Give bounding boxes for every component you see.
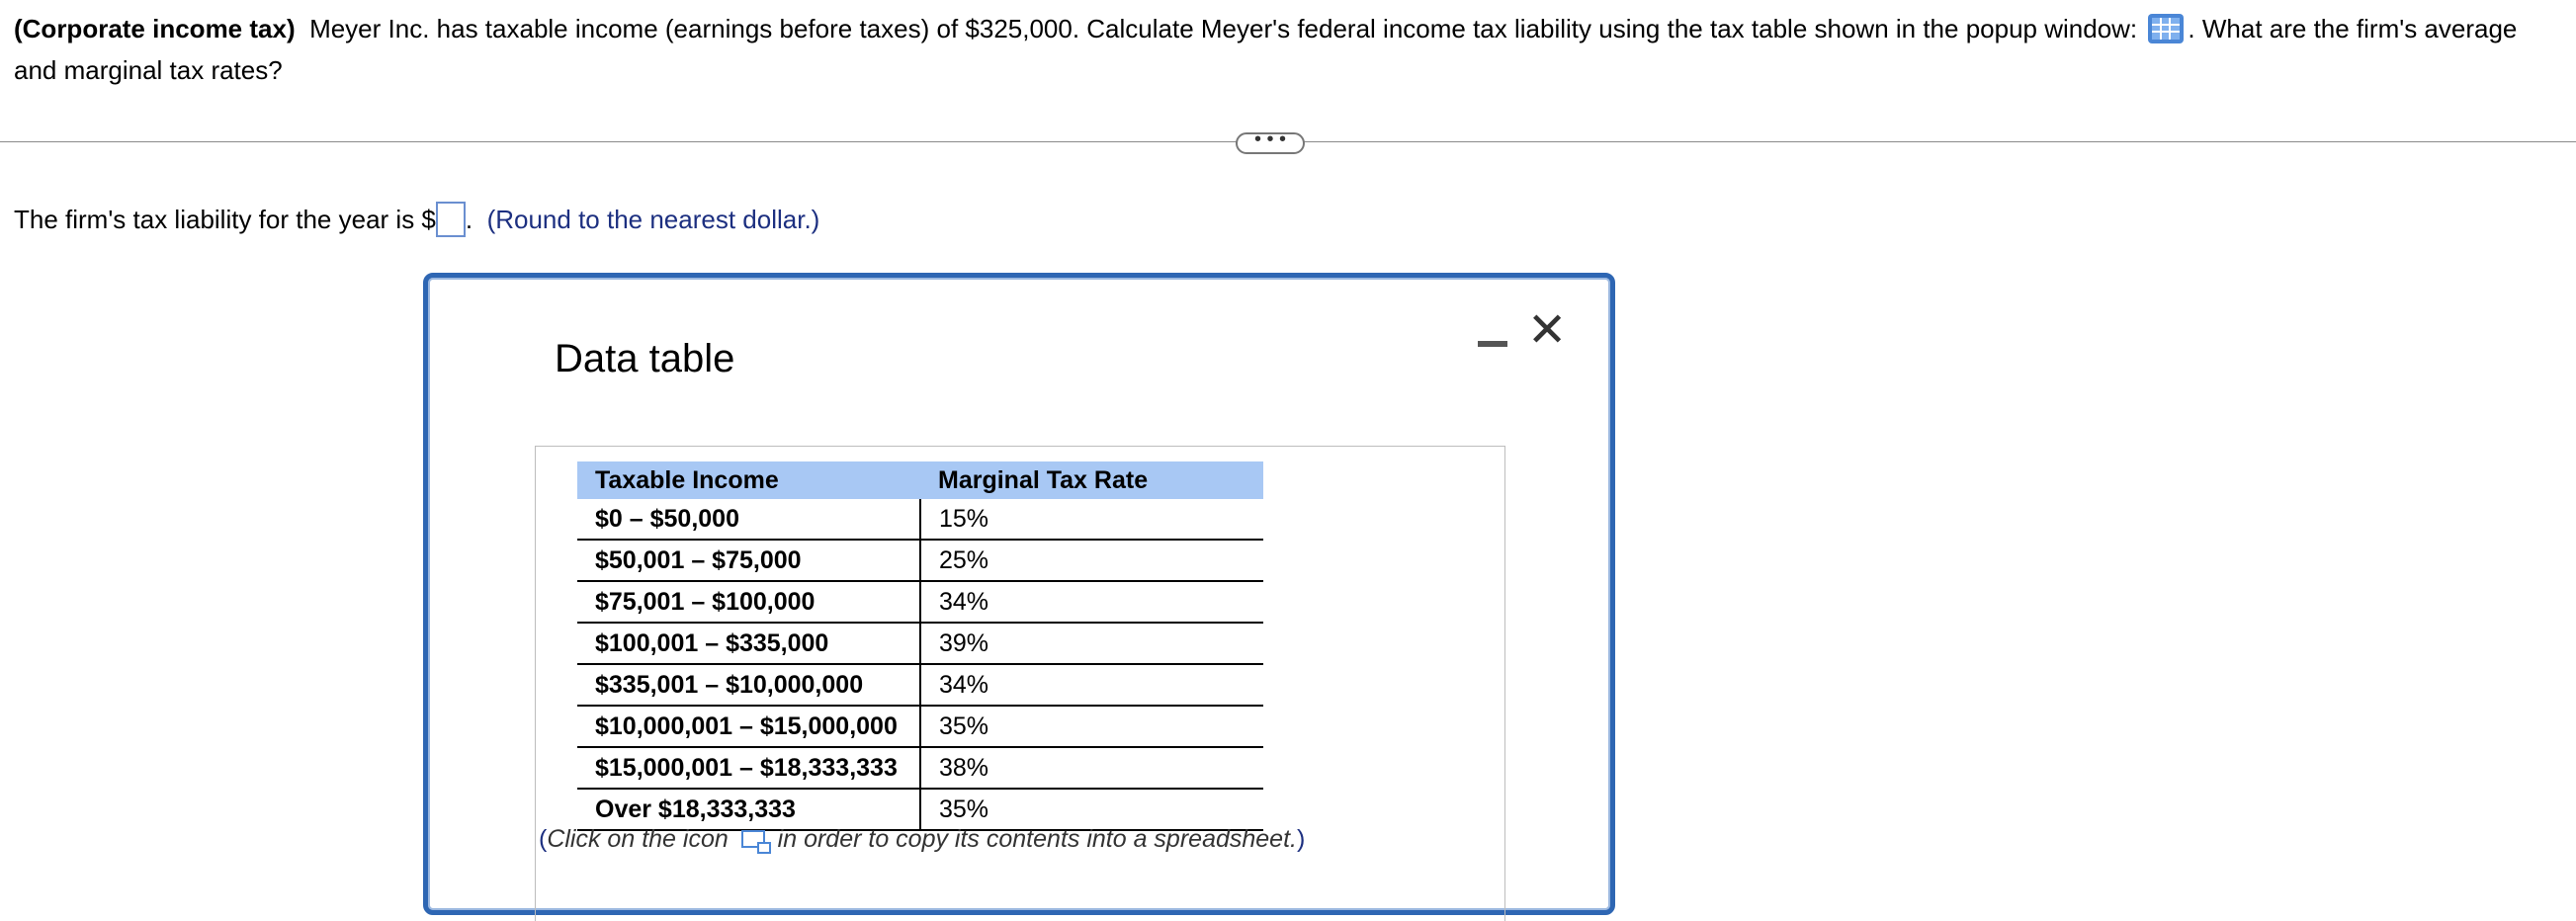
question-body: Meyer Inc. has taxable income (earnings before taxes) of $325,000. Calculate Meyer's federal income tax liability using the tax table shown in the popup window: xyxy=(309,14,2138,43)
copy-note-before: Click on the icon xyxy=(547,825,729,853)
copy-note-close: ) xyxy=(1296,825,1306,853)
income-bracket: $75,001 – $100,000 xyxy=(577,581,920,623)
income-bracket: $50,001 – $75,000 xyxy=(577,540,920,581)
question-body-end: . What are the firm's average and marginal tax rates? xyxy=(14,14,2518,85)
table-row xyxy=(577,747,1263,789)
more-button[interactable]: • • • xyxy=(1236,132,1305,154)
tax-table xyxy=(577,461,1263,831)
table-row xyxy=(577,581,1263,623)
tax-rate: 34% xyxy=(920,581,1263,623)
tax-rate: 34% xyxy=(920,664,1263,706)
question-text xyxy=(14,8,2554,91)
copy-note xyxy=(539,825,1305,854)
copy-note-open: ( xyxy=(539,825,548,853)
tax-rate: 35% xyxy=(920,789,1263,830)
copy-to-spreadsheet-icon[interactable] xyxy=(741,830,765,848)
tax-rate: 25% xyxy=(920,540,1263,581)
income-bracket: $100,001 – $335,000 xyxy=(577,623,920,664)
tax-rate: 39% xyxy=(920,623,1263,664)
close-icon[interactable]: ✕ xyxy=(1527,304,1568,357)
table-header-row xyxy=(577,461,1263,499)
data-table-icon[interactable] xyxy=(2148,14,2184,43)
table-row xyxy=(577,789,1263,830)
data-table-popup xyxy=(423,273,1615,915)
popup-title: Data table xyxy=(555,337,735,380)
tax-rate: 15% xyxy=(920,499,1263,540)
header-taxable-income: Taxable Income xyxy=(577,461,920,499)
income-bracket: Over $18,333,333 xyxy=(577,789,920,830)
table-row xyxy=(577,499,1263,540)
income-bracket: $0 – $50,000 xyxy=(577,499,920,540)
rounding-hint: (Round to the nearest dollar.) xyxy=(486,205,820,234)
tax-rate: 38% xyxy=(920,747,1263,789)
minimize-icon[interactable] xyxy=(1478,331,1507,357)
copy-note-after: in order to copy its contents into a spreadsheet. xyxy=(777,825,1297,853)
question-label: (Corporate income tax) xyxy=(14,14,296,43)
tax-liability-input[interactable] xyxy=(436,202,466,237)
table-row xyxy=(577,706,1263,747)
table-row xyxy=(577,664,1263,706)
income-bracket: $15,000,001 – $18,333,333 xyxy=(577,747,920,789)
table-row xyxy=(577,540,1263,581)
income-bracket: $335,001 – $10,000,000 xyxy=(577,664,920,706)
income-bracket: $10,000,001 – $15,000,000 xyxy=(577,706,920,747)
header-marginal-rate: Marginal Tax Rate xyxy=(920,461,1263,499)
answer-suffix: . xyxy=(465,205,473,234)
tax-rate: 35% xyxy=(920,706,1263,747)
table-row xyxy=(577,623,1263,664)
answer-prefix: The firm's tax liability for the year is $ xyxy=(14,205,436,234)
answer-line xyxy=(14,202,819,237)
